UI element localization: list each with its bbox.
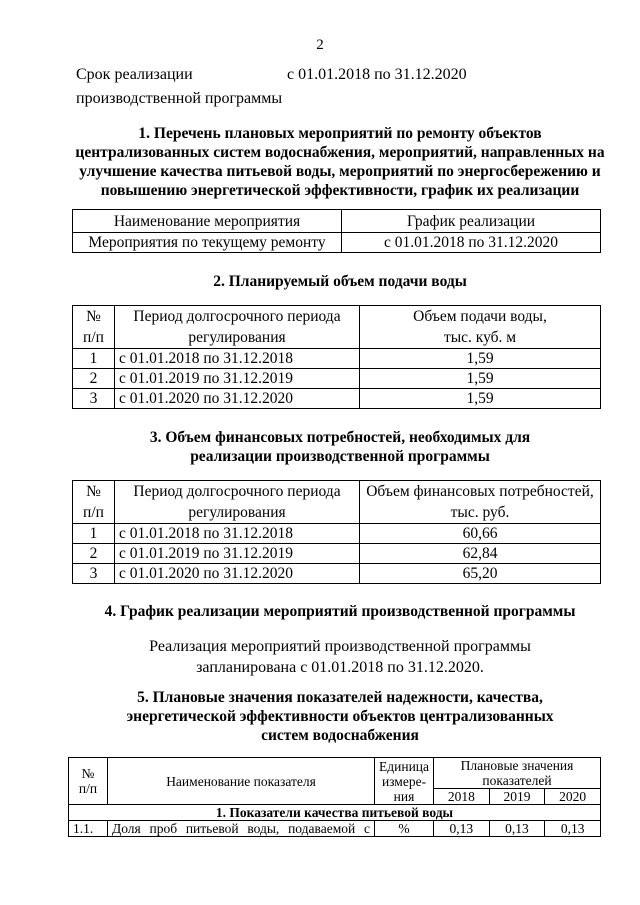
table-row bbox=[73, 544, 601, 564]
period-label-line2: производственной программы bbox=[76, 90, 283, 107]
financial-needs-table bbox=[72, 480, 601, 584]
header-unit bbox=[375, 758, 434, 805]
row-num: 2 bbox=[73, 544, 115, 564]
header-num-line: п/п bbox=[78, 781, 98, 796]
header-financial-line: Объем финансовых потребностей, bbox=[366, 483, 594, 500]
row-financial: 65,20 bbox=[360, 564, 601, 584]
row-num: 1 bbox=[73, 349, 115, 369]
header-num-line: № bbox=[86, 483, 101, 500]
row-num: 1 bbox=[73, 524, 115, 544]
section5-title-line: энергетической эффективности объектов централизованных bbox=[126, 708, 554, 725]
section1-title-line: 1. Перечень плановых мероприятий по ремонту объектов bbox=[138, 125, 542, 142]
row-value: 0,13 bbox=[545, 821, 601, 837]
row-volume: 1,59 bbox=[360, 369, 601, 389]
section3-title-line: реализации производственной программы bbox=[190, 448, 490, 465]
header-financial bbox=[360, 481, 601, 524]
row-period: с 01.01.2020 по 31.12.2020 bbox=[115, 389, 360, 409]
row-value: 0,13 bbox=[489, 821, 545, 837]
section5-title bbox=[60, 688, 620, 745]
row-num: 3 bbox=[73, 564, 115, 584]
header-num-line: № bbox=[81, 766, 95, 781]
table-header-row bbox=[73, 481, 601, 524]
page-number: 2 bbox=[316, 37, 324, 53]
section5-title-line: систем водоснабжения bbox=[261, 727, 419, 744]
row-period: с 01.01.2020 по 31.12.2020 bbox=[115, 564, 360, 584]
row-period: с 01.01.2019 по 31.12.2019 bbox=[115, 369, 360, 389]
header-unit-line: измере- bbox=[381, 773, 427, 789]
header-schedule: График реализации bbox=[342, 210, 601, 233]
header-plan-line: Плановые значения bbox=[460, 758, 574, 773]
table-row bbox=[73, 369, 601, 389]
row-num: 1.1. bbox=[69, 821, 108, 837]
section4-text bbox=[60, 636, 620, 678]
header-num bbox=[73, 481, 115, 524]
header-activity-name: Наименование мероприятия bbox=[73, 210, 342, 233]
table-header-row bbox=[73, 210, 601, 233]
water-volume-table bbox=[72, 305, 601, 409]
row-period: с 01.01.2019 по 31.12.2019 bbox=[115, 544, 360, 564]
word: проб bbox=[149, 821, 178, 836]
table-row bbox=[73, 524, 601, 544]
section4-text-line: запланирована с 01.01.2018 по 31.12.2020. bbox=[196, 659, 484, 676]
activities-table bbox=[72, 209, 601, 253]
section1-title-line: улучшение качества питьевой воды, мероприятий по энергосбережению и bbox=[79, 163, 601, 180]
header-financial-line: тыс. руб. bbox=[450, 504, 510, 521]
section2-title: 2. Планируемый объем подачи воды bbox=[213, 273, 467, 290]
table-row bbox=[69, 821, 601, 837]
word: воды, bbox=[247, 821, 280, 836]
row-unit: % bbox=[375, 821, 434, 837]
header-num-line: п/п bbox=[83, 504, 104, 521]
header-indicator-name: Наименование показателя bbox=[108, 758, 375, 805]
header-volume bbox=[360, 306, 601, 349]
header-period-line: Период долгосрочного периода bbox=[133, 483, 341, 500]
section4-title: 4. График реализации мероприятий производственной программы bbox=[104, 603, 576, 620]
table-header-row bbox=[73, 306, 601, 349]
section3-title-line: 3. Объем финансовых потребностей, необходимых для bbox=[149, 429, 531, 446]
row-indicator-words bbox=[112, 821, 370, 836]
word: с bbox=[363, 821, 370, 836]
period-value: с 01.01.2018 по 31.12.2020 bbox=[287, 66, 467, 83]
header-volume-line: тыс. куб. м bbox=[443, 329, 517, 346]
header-period bbox=[115, 481, 360, 524]
row-financial: 62,84 bbox=[360, 544, 601, 564]
header-unit-line: Единица bbox=[379, 758, 430, 774]
row-num: 2 bbox=[73, 369, 115, 389]
header-num-line: п/п bbox=[83, 329, 104, 346]
header-plan-line: показателей bbox=[482, 773, 552, 788]
section1-title bbox=[60, 124, 620, 200]
header-num-line: № bbox=[86, 308, 101, 325]
section1-title-line: централизованных систем водоснабжения, мероприятий, направленных на bbox=[75, 144, 605, 161]
word: Доля bbox=[112, 821, 141, 836]
header-unit-line: ния bbox=[393, 788, 415, 804]
word: питьевой bbox=[185, 821, 239, 836]
period-label-line1: Срок реализации bbox=[76, 66, 193, 83]
header-plan-values bbox=[434, 758, 601, 789]
period-label bbox=[76, 63, 282, 111]
group-title: 1. Показатели качества питьевой воды bbox=[69, 805, 601, 821]
section4-text-line: Реализация мероприятий производственной программы bbox=[149, 638, 531, 655]
header-period bbox=[115, 306, 360, 349]
section3-title bbox=[60, 428, 620, 466]
table-row bbox=[73, 564, 601, 584]
header-num bbox=[69, 758, 108, 805]
word: подаваемой bbox=[288, 821, 356, 836]
header-year: 2018 bbox=[434, 789, 490, 805]
row-indicator-name bbox=[108, 821, 375, 837]
header-period-line: регулирования bbox=[188, 504, 286, 521]
header-year: 2020 bbox=[545, 789, 601, 805]
table-header-row bbox=[69, 758, 601, 789]
section5-title-line: 5. Плановые значения показателей надежности, качества, bbox=[137, 689, 543, 706]
row-period: с 01.01.2018 по 31.12.2018 bbox=[115, 524, 360, 544]
activity-schedule: с 01.01.2018 по 31.12.2020 bbox=[342, 233, 601, 253]
header-period-line: Период долгосрочного периода bbox=[133, 308, 341, 325]
row-financial: 60,66 bbox=[360, 524, 601, 544]
row-period: с 01.01.2018 по 31.12.2018 bbox=[115, 349, 360, 369]
activity-name: Мероприятия по текущему ремонту bbox=[73, 233, 342, 253]
row-num: 3 bbox=[73, 389, 115, 409]
section1-title-line: повышению энергетической эффективности, график их реализации bbox=[100, 182, 580, 199]
header-num bbox=[73, 306, 115, 349]
row-volume: 1,59 bbox=[360, 349, 601, 369]
table-group-row bbox=[69, 805, 601, 821]
table-row bbox=[73, 349, 601, 369]
header-volume-line: Объем подачи воды, bbox=[413, 308, 547, 325]
row-volume: 1,59 bbox=[360, 389, 601, 409]
table-row bbox=[73, 389, 601, 409]
header-year: 2019 bbox=[489, 789, 545, 805]
indicators-table bbox=[68, 757, 601, 837]
row-value: 0,13 bbox=[434, 821, 490, 837]
table-row bbox=[73, 233, 601, 253]
header-period-line: регулирования bbox=[188, 329, 286, 346]
